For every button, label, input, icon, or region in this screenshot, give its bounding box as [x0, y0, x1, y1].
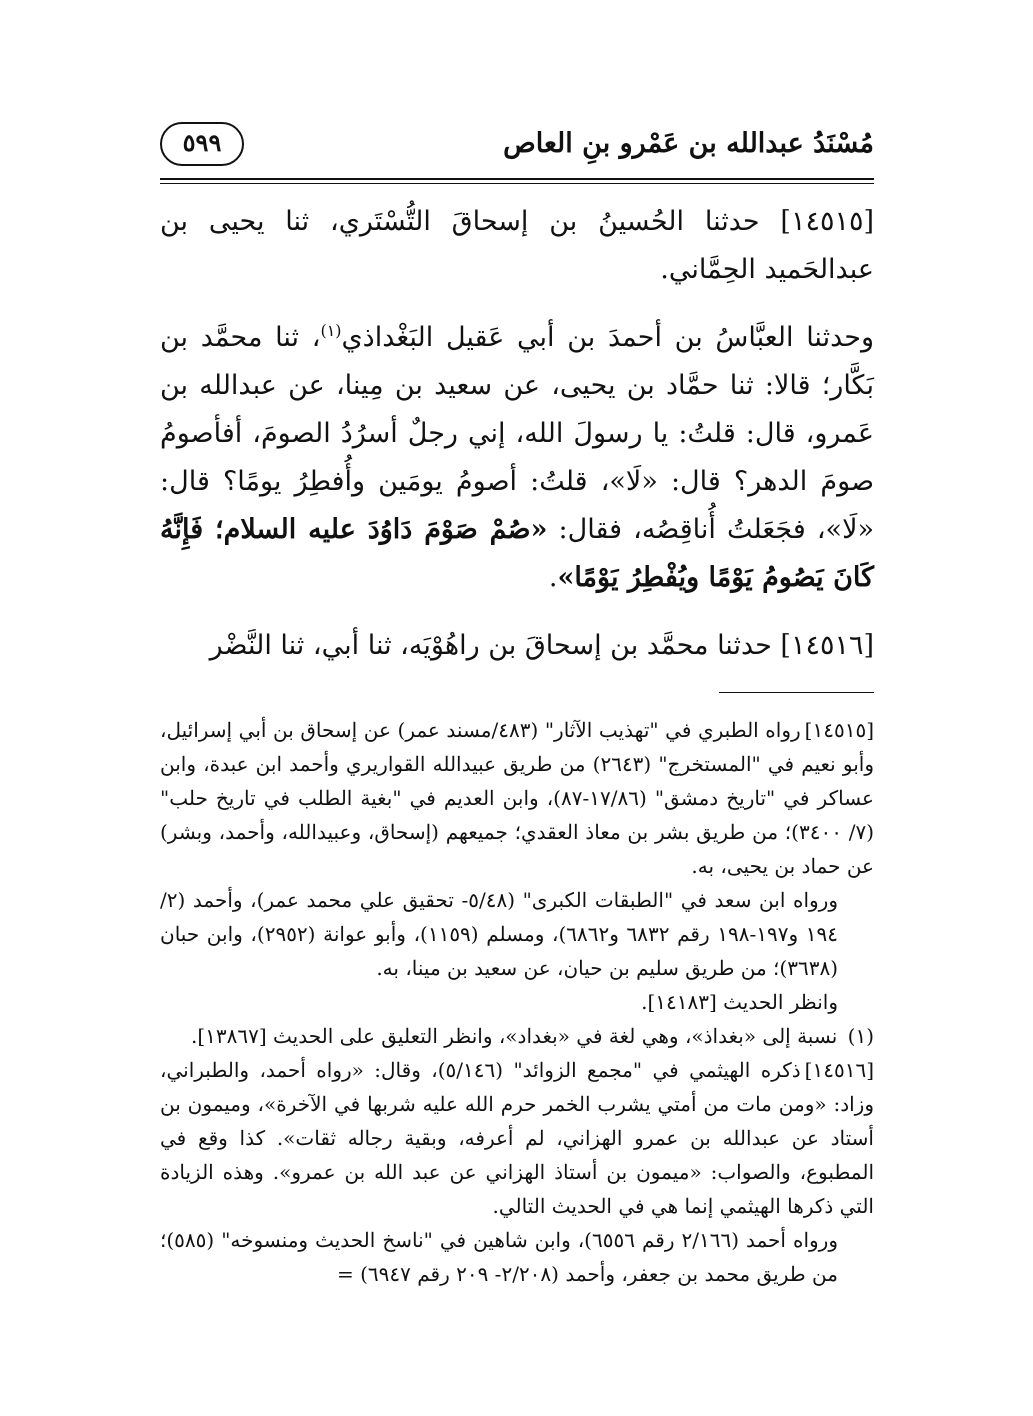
footnote-ref: (١): [847, 1024, 874, 1048]
hadith-body: ، ثنا محمَّد بن بَكَّار؛ قالا: ثنا حمَّاد بن يحيى، عن سعيد بن مِينا، عن عبدالله بن عَمرو، قال: قلتُ: يا رسولَ الله، إني رجلٌ أسرُدُ الصومَ، أفأصومُ صومَ الدهر؟ قال: «لَا»، قلتُ: أصومُ يومَين وأُفطِرُ يومًا؟ قال: «لَا»، فجَعَلتُ أُناقِصُه، فقال:: [160, 322, 874, 545]
footnote-14515-more: ورواه ابن سعد في "الطبقات الكبرى" (٥/٤٨- تحقيق علي محمد عمر)، وأحمد (٢/ ١٩٤ و١٩٧-١٩٨ رقم ٦٨٣٢ و٦٨٦٢)، ومسلم (١١٥٩)، وأبو عوانة (٢٩٥٢)، وابن حبان (٣٦٣٨)؛ من طريق سليم بن حيان، عن سعيد بن مينا، به.: [160, 888, 838, 980]
footnote-ref: [١٤٥١٥]: [804, 718, 874, 742]
footnote-14516-more: ورواه أحمد (٢/١٦٦ رقم ٦٥٥٦)، وابن شاهين في "ناسخ الحديث ومنسوخه" (٥٨٥)؛ من طريق محمد بن جعفر، وأحمد (٢/٢٠٨- ٢٠٩ رقم ٦٩٤٧) =: [160, 1228, 838, 1286]
page-header: [160, 118, 874, 184]
page-number: ٥٩٩: [160, 122, 244, 166]
footnote-14515-see: وانظر الحديث [١٤١٨٣].: [641, 990, 838, 1014]
prophet-quote: «صُمْ صَوْمَ دَاوُدَ عليه السلام؛ فَإِنَّهُ كَانَ يَصُومُ يَوْمًا ويُفْطِرُ يَوْمًا»: [160, 514, 874, 593]
header-rule: [160, 178, 874, 184]
hadith-14515-text: [160, 314, 874, 602]
footnote-1: [160, 1019, 874, 1053]
footnote-text: رواه الطبري في "تهذيب الآثار" (٤٨٣/مسند عمر) عن إسحاق بن أبي إسرائيل، وأبو نعيم في "المستخرج" (٢٦٤٣) من طريق عبيدالله القواريري وأحمد ابن عبدة، وابن عساكر في "تاريخ دمشق" (١٧/٨٦-٨٧)، وابن العديم في "بغية الطلب في تاريخ حلب" (٧/ ٣٤٠٠)؛ من طريق بشر بن معاذ العقدي؛ جميعهم (إسحاق، وعبيدالله، وأحمد، وبشر) عن حماد بن يحيى، به.: [160, 718, 874, 878]
main-text: [160, 198, 874, 670]
hadith-14515-chain: [١٤٥١٥] حدثنا الحُسينُ بن إسحاقَ التُّسْتَري، ثنا يحيى بن عبدالحَميد الحِمَّاني.: [160, 206, 874, 285]
sentence-end: .: [548, 562, 558, 593]
footnote-marker: (١): [320, 321, 342, 340]
footnote-ref: [١٤٥١٦]: [804, 1058, 874, 1082]
footnote-14515: [160, 713, 874, 883]
running-title: مُسْنَدُ عبدالله بن عَمْرو بنِ العاص: [503, 128, 874, 159]
footnote-14516: [160, 1053, 874, 1223]
footnotes: [160, 713, 874, 1291]
hadith-14516-chain: [١٤٥١٦] حدثنا محمَّد بن إسحاقَ بن راهُوْيَه، ثنا أبي، ثنا النَّضْر: [209, 630, 874, 661]
footnote-text: ذكره الهيثمي في "مجمع الزوائد" (٥/١٤٦)، وقال: «رواه أحمد، والطبراني، وزاد: «ومن مات من أمتي يشرب الخمر حرم الله عليه شربها في الآخرة»، وميمون بن أستاد عن عبدالله بن عمرو الهزاني، لم أعرفه، وبقية رجاله ثقات». كذا وقع في المطبوع، والصواب: «ميمون بن أستاذ الهزاني عن عبد الله بن عمرو». وهذه الزيادة التي ذكرها الهيثمي إنما هي في الحديث التالي.: [160, 1058, 874, 1218]
footnote-text: نسبة إلى «بغداذ»، وهي لغة في «بغداد»، وانظر التعليق على الحديث [١٣٨٦٧].: [190, 1024, 838, 1048]
chain-text: وحدثنا العبَّاسُ بن أحمدَ بن أبي عَقيل البَغْداذي: [341, 322, 874, 353]
book-page: [160, 118, 874, 1291]
footnote-separator: [719, 692, 874, 693]
